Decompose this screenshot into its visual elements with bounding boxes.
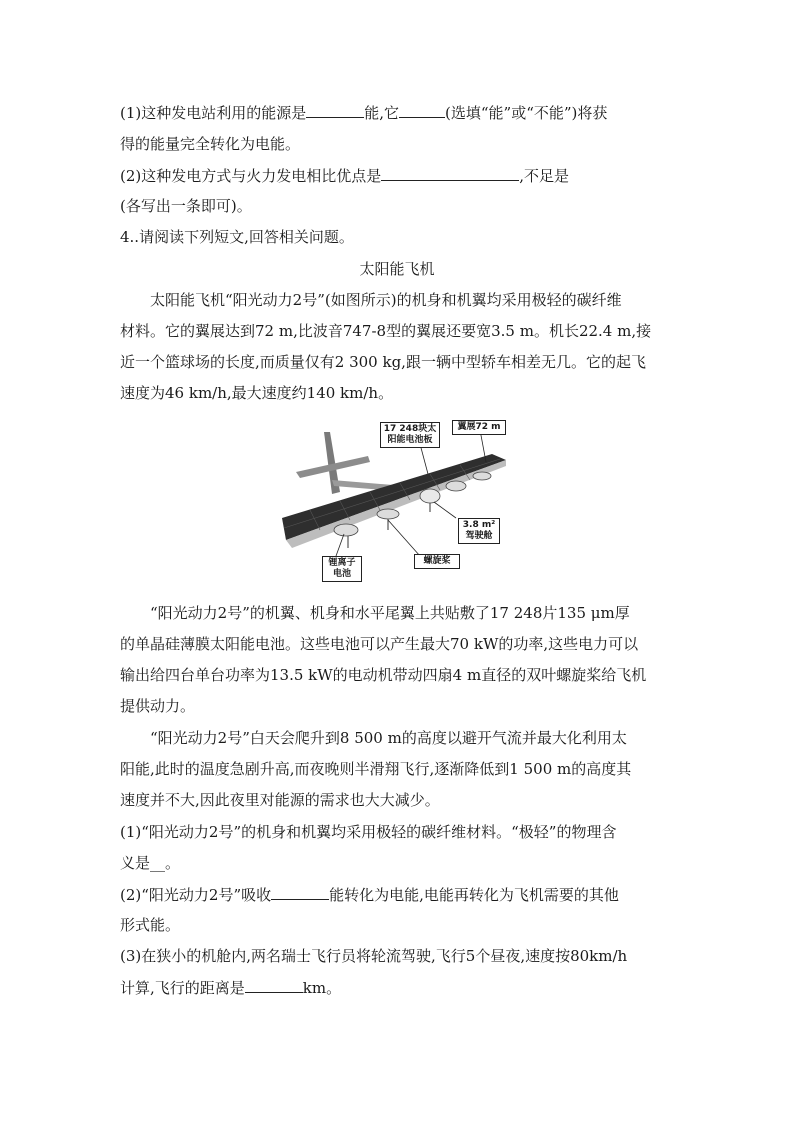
q4-subquestion-3-line-2: 计算,飞行的距离是 km。: [120, 979, 342, 997]
answer-blank[interactable]: [306, 102, 364, 118]
callout-solar-panels: 17 248块太阳能电池板: [380, 422, 440, 448]
q4-subquestion-3-line-1: (3)在狭小的机舱内,两名瑞士飞行员将轮流驾驶,飞行5个昼夜,速度按80km/h: [120, 947, 628, 965]
passage-para1-line-2: 材料。它的翼展达到72 m,比波音747-8型的翼展还要宽3.5 m。机长22.4 m,接: [120, 322, 652, 340]
q4-subquestion-1-line-2: 义是__。: [120, 854, 181, 872]
q3-subquestion-2-line-1: (2)这种发电方式与火力发电相比优点是 ,不足是: [120, 167, 570, 185]
q4-subquestion-2-line-1: (2)“阳光动力2号”吸收 能转化为电能,电能再转化为飞机需要的其他: [120, 886, 619, 904]
passage-para2-line-4: 提供动力。: [120, 697, 196, 715]
passage-para3-line-3: 速度并不大,因此夜里对能源的需求也大大减少。: [120, 791, 440, 809]
passage-para1-line-1: 太阳能飞机“阳光动力2号”(如图所示)的机身和机翼均采用极轻的碳纤维: [150, 291, 622, 309]
callout-wingspan: 翼展72 m: [452, 420, 506, 435]
passage-para3-line-2: 阳能,此时的温度急剧升高,而夜晚则半滑翔飞行,逐渐降低到1 500 m的高度其: [120, 760, 632, 778]
cockpit-icon: [420, 489, 440, 503]
answer-blank[interactable]: [399, 102, 445, 118]
q3-subquestion-2-line-2: (各写出一条即可)。: [120, 197, 252, 215]
passage-para2-line-3: 输出给四台单台功率为13.5 kW的电动机带动四扇4 m直径的双叶螺旋桨给飞机: [120, 666, 647, 684]
q4-subquestion-1-line-1: (1)“阳光动力2号”的机身和机翼均采用极轻的碳纤维材料。“极轻”的物理含: [120, 823, 617, 841]
passage-para2-line-1: “阳光动力2号”的机翼、机身和水平尾翼上共贴敷了17 248片135 μm厚: [150, 604, 630, 622]
answer-blank[interactable]: [271, 884, 329, 900]
passage-title: 太阳能飞机: [359, 260, 435, 278]
callout-lithium-battery: 锂离子电池: [322, 556, 362, 582]
callout-propeller: 螺旋桨: [414, 554, 460, 569]
q3-subquestion-1-line-2: 得的能量完全转化为电能。: [120, 135, 301, 153]
answer-blank[interactable]: [381, 165, 519, 181]
passage-para1-line-4: 速度为46 km/h,最大速度约140 km/h。: [120, 384, 394, 402]
passage-para1-line-3: 近一个篮球场的长度,而质量仅有2 300 kg,跟一辆中型轿车相差无几。它的起飞: [120, 353, 646, 371]
q4-intro: 4..请阅读下列短文,回答相关问题。: [120, 228, 354, 246]
callout-cockpit: 3.8 m² 驾驶舱: [458, 518, 500, 544]
q3-subquestion-1-line-1: (1)这种发电站利用的能源是 能,它 (选填“能”或“不能”)将获: [120, 104, 608, 122]
solar-airplane-figure: [280, 414, 512, 584]
q4-subquestion-2-line-2: 形式能。: [120, 916, 181, 934]
passage-para2-line-2: 的单晶硅薄膜太阳能电池。这些电池可以产生最大70 kW的功率,这些电力可以: [120, 635, 639, 653]
answer-blank[interactable]: [245, 977, 303, 993]
passage-para3-line-1: “阳光动力2号”白天会爬升到8 500 m的高度以避开气流并最大化利用太: [150, 729, 627, 747]
